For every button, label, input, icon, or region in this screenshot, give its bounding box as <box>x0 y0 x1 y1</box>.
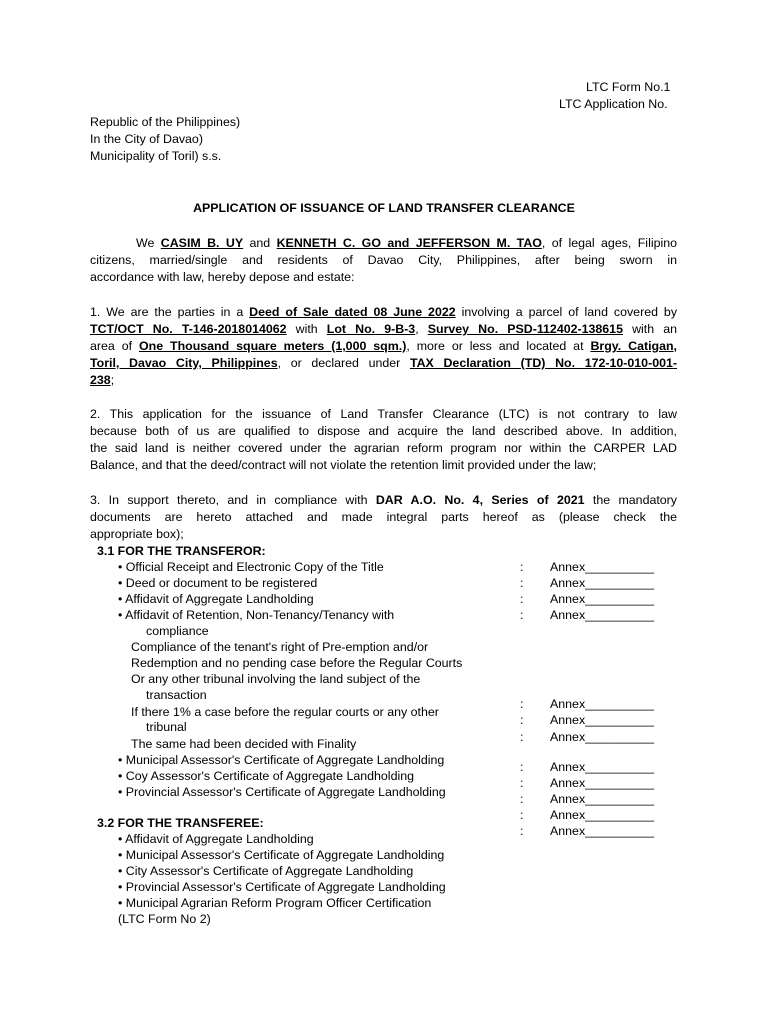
annex-field[interactable]: Annex__________ <box>550 608 655 622</box>
p1-text-i: ; <box>110 373 115 387</box>
annex-field[interactable]: Annex__________ <box>550 792 655 806</box>
annex-colon: : <box>520 713 524 727</box>
transferor-item-city: • Coy Assessor's Certificate of Aggregate Landholding <box>118 769 414 783</box>
transferee-item-1: • Affidavit of Aggregate Landholding <box>118 832 314 846</box>
transferor-heading: 3.1 FOR THE TRANSFEROR: <box>97 544 266 558</box>
sub-item-tribunal: Or any other tribunal involving the land subject of the <box>131 672 421 686</box>
p2-line-1: 2. This application for the issuance of Land Transfer Clearance (LTC) is not contrary to law <box>90 407 677 421</box>
annex-field[interactable]: Annex__________ <box>550 824 655 838</box>
intro-rest: , of legal ages, Filipino <box>541 236 677 250</box>
annex-field[interactable]: Annex__________ <box>550 713 655 727</box>
transferor-item-1: • Official Receipt and Electronic Copy of the Title <box>118 560 384 574</box>
annex-field[interactable]: Annex__________ <box>550 592 655 606</box>
sub-item-preemption-cont: Redemption and no pending case before the Regular Courts <box>131 656 463 670</box>
annex-colon: : <box>520 730 524 744</box>
sub-item-preemption: Compliance of the tenant's right of Pre-emption and/or <box>131 640 429 654</box>
p1-text-h: , or declared under <box>277 356 401 370</box>
intro-line-3: accordance with law, hereby depose and estate: <box>90 270 355 284</box>
transferor-item-3: • Affidavit of Aggregate Landholding <box>118 592 314 606</box>
survey-number: Survey No. PSD-112402-138615 <box>427 322 623 336</box>
annex-field[interactable]: Annex__________ <box>550 576 655 590</box>
intro-line-1 <box>90 235 677 252</box>
annex-colon: : <box>520 560 524 574</box>
ltc-application-number: LTC Application No. <box>559 97 668 111</box>
location: Toril, Davao City, Philippines <box>90 356 278 370</box>
p1-line-1 <box>90 304 677 321</box>
annex-colon: : <box>520 824 524 838</box>
transferor-item-provincial: • Provincial Assessor's Certificate of Aggregate Landholding <box>118 785 446 799</box>
annex-field[interactable]: Annex__________ <box>550 730 655 744</box>
p1-text-a: 1. We are the parties in a <box>90 305 244 319</box>
annex-field[interactable]: Annex__________ <box>550 560 655 574</box>
transferee-item-3: • City Assessor's Certificate of Aggregate Landholding <box>118 864 414 878</box>
p3-line-1 <box>90 492 677 509</box>
p2-line-4: Balance, and that the deed/contract will not violate the retention limit provided under the law; <box>90 458 597 472</box>
sub-item-case: If there 1% a case before the regular courts or any other <box>131 705 439 719</box>
transferee-item-5: • Municipal Agrarian Reform Program Officer Certification <box>118 896 432 910</box>
transferor-item-retention: • Affidavit of Retention, Non-Tenancy/Tenancy with <box>118 608 395 622</box>
paragraph-1 <box>90 304 677 389</box>
transferor-item-2: • Deed or document to be registered <box>118 576 318 590</box>
p1-text-d: , <box>415 322 419 336</box>
annex-colon: : <box>520 576 524 590</box>
transferee-names: KENNETH C. GO and JEFFERSON M. TAO <box>276 236 542 250</box>
annex-colon: : <box>520 608 524 622</box>
venue-line-1: Republic of the Philippines) <box>90 115 241 129</box>
venue-line-2: In the City of Davao) <box>90 132 203 146</box>
annex-colon: : <box>520 776 524 790</box>
annex-colon: : <box>520 592 524 606</box>
venue-line-3: Municipality of Toril) s.s. <box>90 149 222 163</box>
p1-line-3 <box>90 338 677 355</box>
p1-line-4 <box>90 355 677 372</box>
tax-declaration: TAX Declaration (TD) No. 172-10-010-001- <box>409 356 678 370</box>
p1-text-e: with an <box>632 322 677 336</box>
sub-item-case-cont: tribunal <box>146 720 187 734</box>
document-title: APPLICATION OF ISSUANCE OF LAND TRANSFER CLEARANCE <box>193 201 575 215</box>
intro-paragraph <box>90 235 677 286</box>
transferee-item-4: • Provincial Assessor's Certificate of Aggregate Landholding <box>118 880 446 894</box>
sub-item-tribunal-cont: transaction <box>146 688 207 702</box>
ltc-form-2-note: (LTC Form No 2) <box>118 912 211 926</box>
p1-text-f: area of <box>90 339 133 353</box>
annex-colon: : <box>520 808 524 822</box>
annex-colon: : <box>520 697 524 711</box>
tct-number: TCT/OCT No. T-146-2018014062 <box>90 322 287 336</box>
annex-colon: : <box>520 792 524 806</box>
annex-field[interactable]: Annex__________ <box>550 697 655 711</box>
annex-field[interactable]: Annex__________ <box>550 760 655 774</box>
p1-text-g: , more or less and located at <box>406 339 584 353</box>
transferee-item-2: • Municipal Assessor's Certificate of Aggregate Landholding <box>118 848 445 862</box>
p1-text-c: with <box>295 322 318 336</box>
barangay: Brgy. Catigan, <box>590 339 678 353</box>
p2-line-2: because both of us are qualified to dispose and acquire the land described above. In addition, <box>90 424 677 438</box>
p2-line-3: the said land is neither covered under the agrarian reform program nor within the CARPER LAD <box>90 441 677 455</box>
intro-line-2: citizens, married/single and residents of Davao City, Philippines, after being sworn in <box>90 253 677 267</box>
annex-colon: : <box>520 760 524 774</box>
paragraph-3 <box>90 492 677 543</box>
sub-item-finality: The same had been decided with Finality <box>131 737 357 751</box>
transferee-heading: 3.2 FOR THE TRANSFEREE: <box>97 816 264 830</box>
annex-field[interactable]: Annex__________ <box>550 808 655 822</box>
deed-of-sale: Deed of Sale dated 08 June 2022 <box>249 305 456 319</box>
dar-order: DAR A.O. No. 4, Series of 2021 <box>375 493 585 507</box>
transferor-item-retention-cont: compliance <box>146 624 209 638</box>
transferor-name: CASIM B. UY <box>160 236 244 250</box>
p3-line-2: documents are hereto attached and made integral parts hereof as (please check the <box>90 510 677 524</box>
intro-we: We <box>136 236 155 250</box>
transferor-item-municipal: • Municipal Assessor's Certificate of Aggregate Landholding <box>118 753 445 767</box>
p3-text-a: 3. In support thereto, and in compliance with <box>90 493 368 507</box>
p1-text-b: involving a parcel of land covered by <box>461 305 678 319</box>
land-area: One Thousand square meters (1,000 sqm.) <box>138 339 407 353</box>
p1-line-2 <box>90 321 677 338</box>
intro-and: and <box>249 236 271 250</box>
p3-line-3: appropriate box); <box>90 527 184 541</box>
paragraph-2 <box>90 406 677 474</box>
p3-text-b: the mandatory <box>592 493 678 507</box>
tax-declaration-suffix: 238 <box>90 373 111 387</box>
annex-field[interactable]: Annex__________ <box>550 776 655 790</box>
lot-number: Lot No. 9-B-3 <box>326 322 416 336</box>
ltc-form-number: LTC Form No.1 <box>586 80 671 94</box>
p1-line-5 <box>90 372 677 389</box>
